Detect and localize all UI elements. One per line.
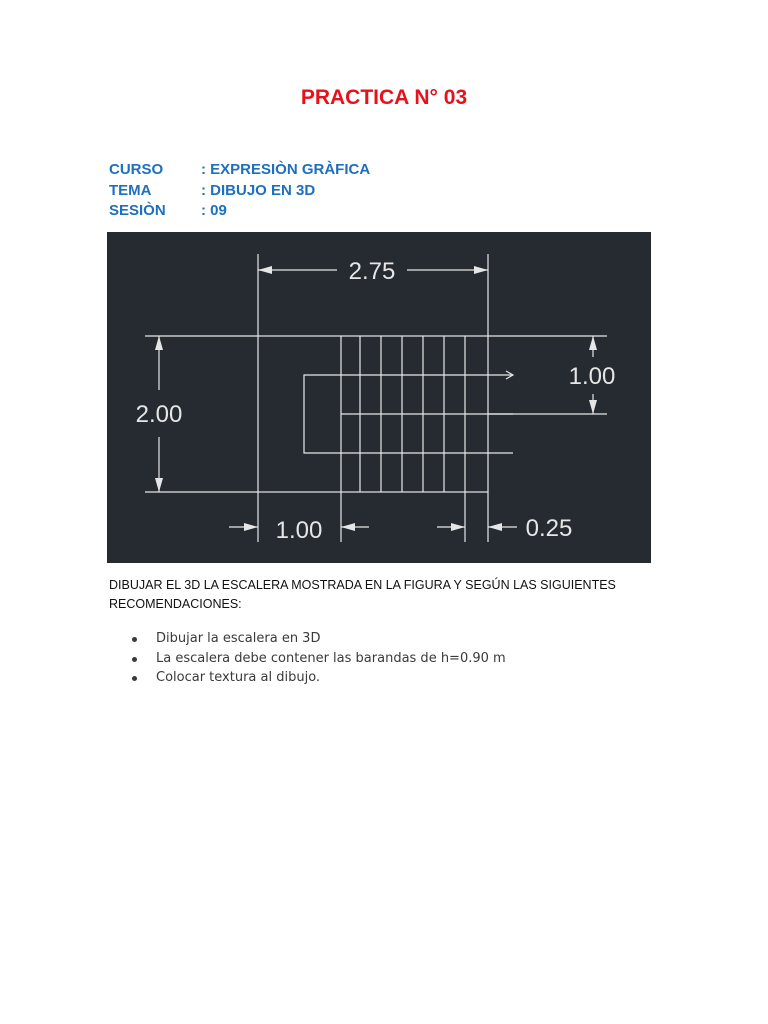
list-item-text: Colocar textura al dibujo. [156,670,321,685]
session-value: : 09 [201,202,227,219]
dimension-left-offset: 1.00 [275,517,323,544]
course-row [109,160,370,181]
bullet-icon [132,637,137,642]
list-item-text: Dibujar la escalera en 3D [156,631,321,646]
list-item-text: La escalera debe contener las barandas de h=0.90 m [156,650,506,666]
course-label: CURSO [109,161,164,178]
topic-label: TEMA [109,181,152,199]
bullet-icon [132,676,137,681]
bullet-icon [132,657,137,662]
dimension-right-offset: 0.25 [525,515,573,542]
session-label: SESIÒN [109,202,166,219]
list-item [131,649,506,669]
list-item [131,668,506,688]
recommendations-list [131,629,506,688]
page-title: PRACTICA N° 03 [300,86,468,109]
topic-value: : DIBUJO EN 3D [201,181,316,199]
course-value: : EXPRESIÒN GRÀFICA [201,161,371,178]
dimension-landing-depth: 1.00 [568,363,616,390]
list-item [131,629,506,649]
stair-plan-drawing [107,232,651,563]
dimension-total-depth: 2.00 [135,401,183,428]
session-row [109,201,370,222]
instructions-text: DIBUJAR EL 3D LA ESCALERA MOSTRADA EN LA FIGURA Y SEGÚN LAS SIGUIENTES RECOMENDACIONES: [109,578,616,611]
topic-row [109,181,370,202]
course-info [109,160,370,222]
dimension-total-width: 2.75 [348,258,396,285]
